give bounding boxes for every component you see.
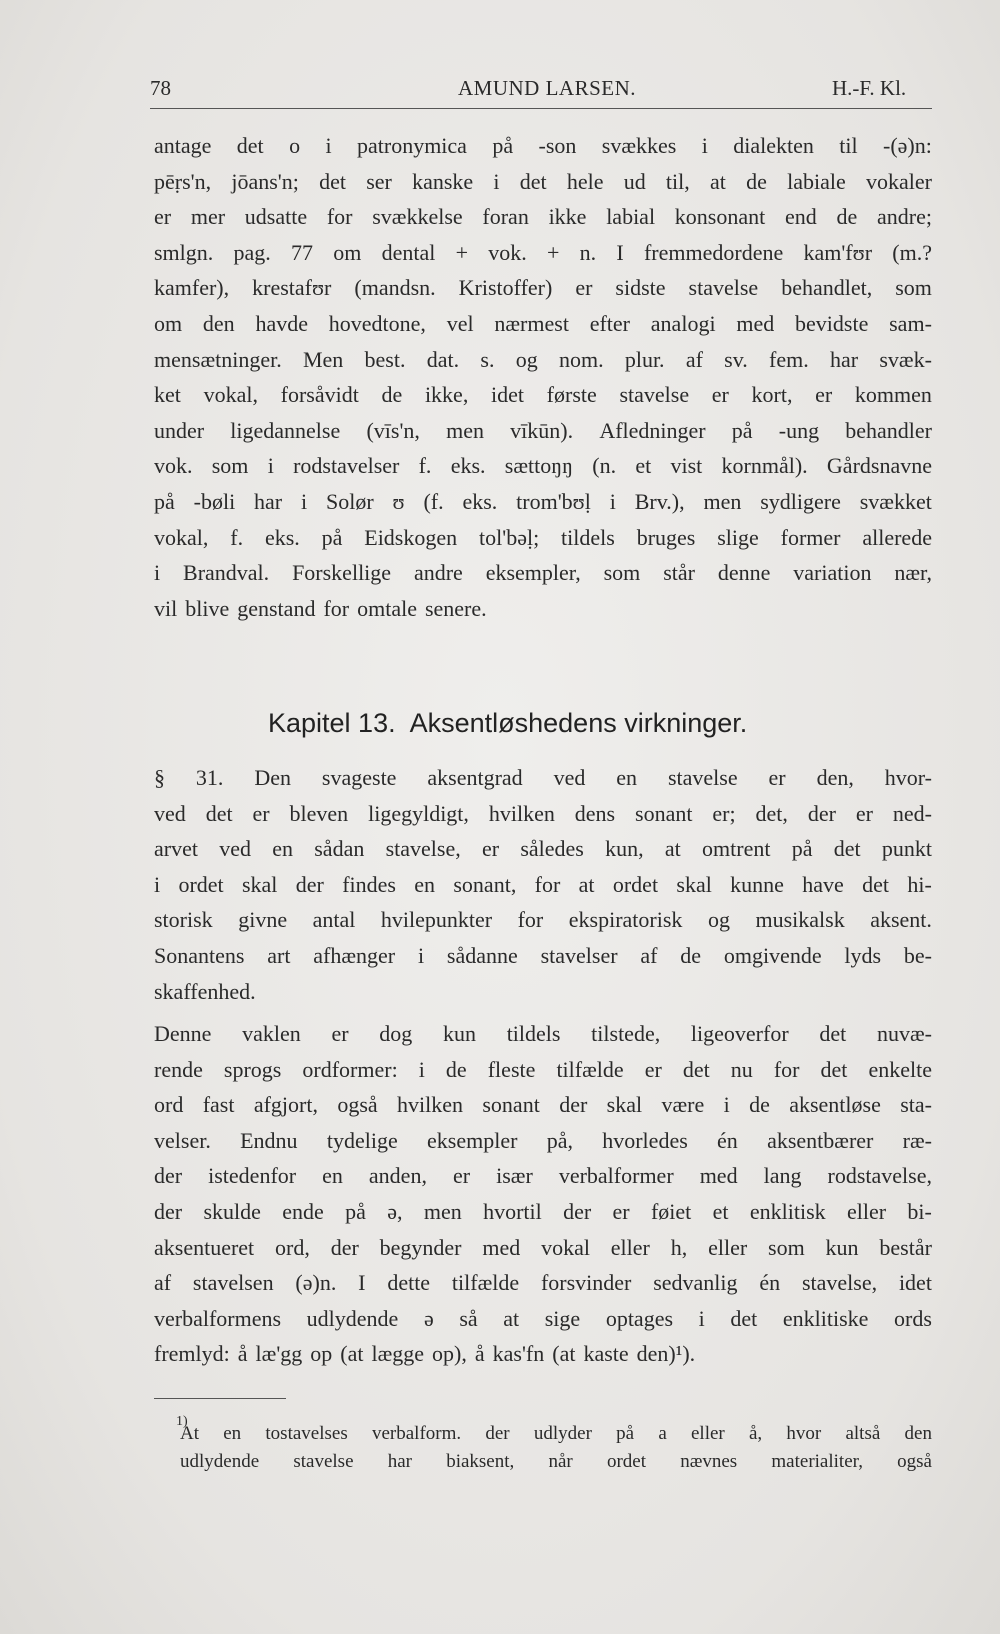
chapter-heading [268, 708, 761, 739]
text-line: vok. som i rodstavelser f. eks. sættoŋŋ (n. et vist kornmål). Gårdsnavne [154, 453, 932, 479]
text-line: under ligedannelse (vīs'n, men vīkūn). Afledninger på -ung behandler [154, 417, 932, 443]
text-line: At en tostavelses verbalform. der udlyder på a eller å, hvor altså den [180, 1423, 932, 1444]
text-line: § 31. Den svageste aksentgrad ved en stavelse er den, hvor- [154, 765, 932, 790]
paragraph-1 [154, 128, 932, 626]
text-line: mensætninger. Men best. dat. s. og nom. plur. af sv. fem. har svæk- [154, 346, 932, 372]
chapter-number: Kapitel 13. [268, 708, 396, 738]
text-line: storisk givne antal hvilepunkter for ekspiratorisk og musikalsk aksent. [154, 907, 932, 933]
text-line: arvet ved en sådan stavelse, er således kun, at omtrent på det punkt [154, 836, 932, 862]
text-line: vil blive genstand for omtale senere. [154, 595, 487, 621]
text-line: på -bøli har i Solør ʊ (f. eks. trom'bʊḷ i Brv.), men sydligere svækket [154, 488, 932, 514]
page-number: 78 [150, 76, 171, 100]
text-line: antage det o i patronymica på -son svækkes i dialekten til -(ə)n: [154, 133, 932, 158]
text-line: kamfer), krestafʊr (mandsn. Kristoffer) er sidste stavelse behandlet, som [154, 275, 932, 301]
text-line: velser. Endnu tydelige eksempler på, hvorledes én aksentbærer ræ- [154, 1127, 932, 1153]
text-line: af stavelsen (ə)n. I dette tilfælde forsvinder sedvanlig én stavelse, idet [154, 1270, 932, 1296]
text-line: i Brandval. Forskellige andre eksempler, som står denne variation nær, [154, 560, 932, 586]
text-line: fremlyd: å læ'gg op (at lægge op), å kas'fn (at kaste den)¹). [154, 1341, 696, 1367]
text-line: aksentueret ord, der begynder med vokal eller h, eller som kun består [154, 1234, 932, 1260]
text-line: verbalformens udlydende ə så at sige optages i det enklitiske ords [154, 1305, 932, 1331]
paragraph-3 [154, 1016, 932, 1372]
text-line: rende sprogs ordformer: i de fleste tilfælde er det nu for det enkelte [154, 1056, 932, 1082]
text-line: Sonantens art afhænger i sådanne stavelser af de omgivende lyds be- [154, 942, 932, 968]
text-line: der skulde ende på ə, men hvortil der er føiet et enklitisk eller bi- [154, 1198, 932, 1224]
text-line: ket vokal, forsåvidt de ikke, idet første stavelse er kort, er kommen [154, 382, 932, 408]
running-header-author: AMUND LARSEN. [458, 76, 637, 100]
text-line: er mer udsatte for svækkelse foran ikke labial konsonant end de andre; [154, 204, 932, 230]
text-line: udlydende stavelse har biaksent, når ordet nævnes materialiter, også [180, 1451, 932, 1472]
text-line: om den havde hovedtone, vel nærmest efter analogi med bevidste sam- [154, 310, 932, 336]
chapter-title: Aksentløshedens virkninger. [409, 708, 748, 738]
text-line: i ordet skal der findes en sonant, for at ordet skal kunne have det hi- [154, 871, 932, 897]
text-line: ord fast afgjort, også hvilken sonant der skal være i de aksentløse sta- [154, 1092, 932, 1118]
text-line: pēṛs'n, jōans'n; det ser kanske i det hele ud til, at de labiale vokaler [154, 168, 932, 194]
footnote-rule [154, 1398, 286, 1399]
text-line: smlgn. pag. 77 om dental + vok. + n. I fremmedordene kam'fʊr (m.? [154, 239, 932, 265]
section-31 [154, 760, 932, 1009]
footnote [180, 1420, 932, 1476]
running-header-series: H.-F. Kl. [832, 76, 907, 100]
text-line: skaffenhed. [154, 978, 256, 1004]
text-line: Denne vaklen er dog kun tildels tilstede, ligeoverfor det nuvæ- [154, 1021, 932, 1046]
text-line: ved det er bleven ligegyldigt, hvilken dens sonant er; det, der er ned- [154, 800, 932, 826]
header-rule [150, 108, 932, 109]
text-line: vokal, f. eks. på Eidskogen tol'bəḷ; tildels bruges slige former allerede [154, 524, 932, 550]
text-line: der istedenfor en anden, er især verbalformer med lang rodstavelse, [154, 1163, 932, 1189]
footnote-marker: 1) [176, 1414, 188, 1429]
